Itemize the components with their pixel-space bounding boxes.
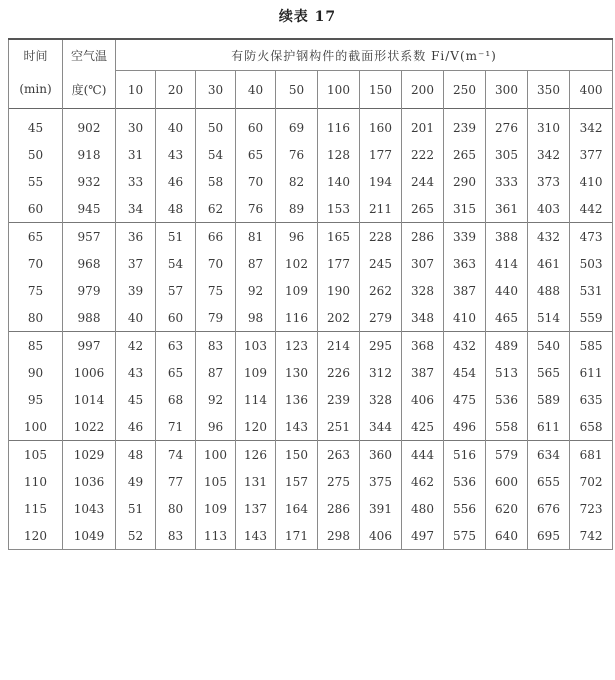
value-cell: 83 xyxy=(196,332,236,360)
value-cell: 723 xyxy=(570,495,613,522)
value-cell: 31 xyxy=(116,141,156,168)
column-header: 100 xyxy=(318,71,360,109)
value-cell: 100 xyxy=(196,441,236,469)
value-cell: 190 xyxy=(318,277,360,304)
value-cell: 46 xyxy=(156,168,196,195)
value-cell: 30 xyxy=(116,109,156,142)
value-cell: 34 xyxy=(116,195,156,223)
value-cell: 36 xyxy=(116,223,156,251)
time-cell: 100 xyxy=(9,413,63,441)
column-header: 250 xyxy=(444,71,486,109)
air-temp-header-line2: 度(℃) xyxy=(63,71,116,109)
value-cell: 634 xyxy=(528,441,570,469)
table-row xyxy=(9,441,613,469)
value-cell: 360 xyxy=(360,441,402,469)
value-cell: 328 xyxy=(402,277,444,304)
time-cell: 120 xyxy=(9,522,63,550)
value-cell: 48 xyxy=(116,441,156,469)
value-cell: 342 xyxy=(528,141,570,168)
table-row xyxy=(9,304,613,332)
value-cell: 126 xyxy=(236,441,276,469)
value-cell: 251 xyxy=(318,413,360,441)
time-cell: 45 xyxy=(9,109,63,142)
column-header: 30 xyxy=(196,71,236,109)
value-cell: 575 xyxy=(444,522,486,550)
value-cell: 51 xyxy=(116,495,156,522)
value-cell: 226 xyxy=(318,359,360,386)
time-cell: 80 xyxy=(9,304,63,332)
value-cell: 60 xyxy=(156,304,196,332)
value-cell: 239 xyxy=(318,386,360,413)
value-cell: 63 xyxy=(156,332,196,360)
value-cell: 286 xyxy=(318,495,360,522)
value-cell: 342 xyxy=(570,109,613,142)
value-cell: 497 xyxy=(402,522,444,550)
value-cell: 83 xyxy=(156,522,196,550)
section-factor-header: 有防火保护钢构件的截面形状系数 Fi/V(m⁻¹) xyxy=(116,39,613,71)
value-cell: 136 xyxy=(276,386,318,413)
value-cell: 516 xyxy=(444,441,486,469)
value-cell: 410 xyxy=(570,168,613,195)
value-cell: 368 xyxy=(402,332,444,360)
value-cell: 635 xyxy=(570,386,613,413)
value-cell: 57 xyxy=(156,277,196,304)
value-cell: 228 xyxy=(360,223,402,251)
column-header: 10 xyxy=(116,71,156,109)
value-cell: 655 xyxy=(528,468,570,495)
value-cell: 388 xyxy=(486,223,528,251)
value-cell: 222 xyxy=(402,141,444,168)
column-header: 20 xyxy=(156,71,196,109)
value-cell: 202 xyxy=(318,304,360,332)
value-cell: 177 xyxy=(360,141,402,168)
value-cell: 140 xyxy=(318,168,360,195)
value-cell: 60 xyxy=(236,109,276,142)
air-temp-cell: 1029 xyxy=(63,441,116,469)
value-cell: 461 xyxy=(528,250,570,277)
value-cell: 410 xyxy=(444,304,486,332)
value-cell: 377 xyxy=(570,141,613,168)
value-cell: 361 xyxy=(486,195,528,223)
value-cell: 171 xyxy=(276,522,318,550)
value-cell: 165 xyxy=(318,223,360,251)
value-cell: 214 xyxy=(318,332,360,360)
time-header-line1: 时间 xyxy=(9,39,63,71)
table-row xyxy=(9,109,613,142)
value-cell: 263 xyxy=(318,441,360,469)
value-cell: 81 xyxy=(236,223,276,251)
air-temp-cell: 945 xyxy=(63,195,116,223)
value-cell: 265 xyxy=(402,195,444,223)
time-cell: 65 xyxy=(9,223,63,251)
value-cell: 116 xyxy=(276,304,318,332)
value-cell: 262 xyxy=(360,277,402,304)
data-table xyxy=(8,38,613,550)
value-cell: 116 xyxy=(318,109,360,142)
value-cell: 742 xyxy=(570,522,613,550)
value-cell: 68 xyxy=(156,386,196,413)
value-cell: 658 xyxy=(570,413,613,441)
value-cell: 425 xyxy=(402,413,444,441)
value-cell: 58 xyxy=(196,168,236,195)
air-temp-cell: 918 xyxy=(63,141,116,168)
air-temp-cell: 957 xyxy=(63,223,116,251)
value-cell: 37 xyxy=(116,250,156,277)
value-cell: 92 xyxy=(236,277,276,304)
value-cell: 600 xyxy=(486,468,528,495)
value-cell: 695 xyxy=(528,522,570,550)
value-cell: 290 xyxy=(444,168,486,195)
time-cell: 95 xyxy=(9,386,63,413)
time-cell: 105 xyxy=(9,441,63,469)
value-cell: 579 xyxy=(486,441,528,469)
value-cell: 558 xyxy=(486,413,528,441)
value-cell: 75 xyxy=(196,277,236,304)
value-cell: 275 xyxy=(318,468,360,495)
value-cell: 489 xyxy=(486,332,528,360)
value-cell: 611 xyxy=(528,413,570,441)
value-cell: 74 xyxy=(156,441,196,469)
column-header: 400 xyxy=(570,71,613,109)
value-cell: 109 xyxy=(276,277,318,304)
value-cell: 514 xyxy=(528,304,570,332)
table-row xyxy=(9,332,613,360)
time-cell: 50 xyxy=(9,141,63,168)
table-row xyxy=(9,250,613,277)
column-header: 350 xyxy=(528,71,570,109)
value-cell: 54 xyxy=(196,141,236,168)
value-cell: 43 xyxy=(116,359,156,386)
value-cell: 194 xyxy=(360,168,402,195)
value-cell: 454 xyxy=(444,359,486,386)
value-cell: 54 xyxy=(156,250,196,277)
table-row xyxy=(9,386,613,413)
value-cell: 406 xyxy=(360,522,402,550)
time-cell: 90 xyxy=(9,359,63,386)
value-cell: 96 xyxy=(276,223,318,251)
value-cell: 160 xyxy=(360,109,402,142)
table-row xyxy=(9,195,613,223)
value-cell: 157 xyxy=(276,468,318,495)
value-cell: 536 xyxy=(444,468,486,495)
value-cell: 702 xyxy=(570,468,613,495)
value-cell: 80 xyxy=(156,495,196,522)
value-cell: 406 xyxy=(402,386,444,413)
value-cell: 153 xyxy=(318,195,360,223)
value-cell: 333 xyxy=(486,168,528,195)
value-cell: 164 xyxy=(276,495,318,522)
value-cell: 201 xyxy=(402,109,444,142)
value-cell: 143 xyxy=(236,522,276,550)
value-cell: 503 xyxy=(570,250,613,277)
value-cell: 48 xyxy=(156,195,196,223)
value-cell: 444 xyxy=(402,441,444,469)
value-cell: 344 xyxy=(360,413,402,441)
value-cell: 312 xyxy=(360,359,402,386)
value-cell: 348 xyxy=(402,304,444,332)
value-cell: 87 xyxy=(196,359,236,386)
value-cell: 87 xyxy=(236,250,276,277)
value-cell: 103 xyxy=(236,332,276,360)
value-cell: 71 xyxy=(156,413,196,441)
value-cell: 279 xyxy=(360,304,402,332)
value-cell: 244 xyxy=(402,168,444,195)
value-cell: 113 xyxy=(196,522,236,550)
value-cell: 681 xyxy=(570,441,613,469)
value-cell: 442 xyxy=(570,195,613,223)
air-temp-cell: 1036 xyxy=(63,468,116,495)
value-cell: 114 xyxy=(236,386,276,413)
time-cell: 85 xyxy=(9,332,63,360)
value-cell: 536 xyxy=(486,386,528,413)
value-cell: 473 xyxy=(570,223,613,251)
value-cell: 414 xyxy=(486,250,528,277)
value-cell: 92 xyxy=(196,386,236,413)
value-cell: 565 xyxy=(528,359,570,386)
table-row xyxy=(9,495,613,522)
value-cell: 315 xyxy=(444,195,486,223)
value-cell: 76 xyxy=(276,141,318,168)
value-cell: 42 xyxy=(116,332,156,360)
time-cell: 55 xyxy=(9,168,63,195)
value-cell: 109 xyxy=(196,495,236,522)
value-cell: 328 xyxy=(360,386,402,413)
value-cell: 130 xyxy=(276,359,318,386)
value-cell: 295 xyxy=(360,332,402,360)
value-cell: 82 xyxy=(276,168,318,195)
air-temp-cell: 968 xyxy=(63,250,116,277)
table-row xyxy=(9,468,613,495)
value-cell: 611 xyxy=(570,359,613,386)
air-temp-cell: 932 xyxy=(63,168,116,195)
value-cell: 307 xyxy=(402,250,444,277)
value-cell: 51 xyxy=(156,223,196,251)
value-cell: 52 xyxy=(116,522,156,550)
value-cell: 620 xyxy=(486,495,528,522)
value-cell: 513 xyxy=(486,359,528,386)
value-cell: 79 xyxy=(196,304,236,332)
value-cell: 89 xyxy=(276,195,318,223)
value-cell: 77 xyxy=(156,468,196,495)
value-cell: 276 xyxy=(486,109,528,142)
value-cell: 96 xyxy=(196,413,236,441)
column-header: 50 xyxy=(276,71,318,109)
value-cell: 62 xyxy=(196,195,236,223)
air-temp-cell: 1022 xyxy=(63,413,116,441)
value-cell: 432 xyxy=(528,223,570,251)
value-cell: 150 xyxy=(276,441,318,469)
value-cell: 239 xyxy=(444,109,486,142)
value-cell: 375 xyxy=(360,468,402,495)
value-cell: 298 xyxy=(318,522,360,550)
value-cell: 49 xyxy=(116,468,156,495)
value-cell: 403 xyxy=(528,195,570,223)
air-temp-header-line1: 空气温 xyxy=(63,39,116,71)
value-cell: 488 xyxy=(528,277,570,304)
value-cell: 65 xyxy=(236,141,276,168)
column-header: 300 xyxy=(486,71,528,109)
air-temp-cell: 902 xyxy=(63,109,116,142)
value-cell: 559 xyxy=(570,304,613,332)
table-row xyxy=(9,223,613,251)
table-row xyxy=(9,277,613,304)
value-cell: 40 xyxy=(116,304,156,332)
value-cell: 43 xyxy=(156,141,196,168)
table-body xyxy=(9,109,613,550)
table-row xyxy=(9,359,613,386)
value-cell: 676 xyxy=(528,495,570,522)
air-temp-cell: 1014 xyxy=(63,386,116,413)
value-cell: 177 xyxy=(318,250,360,277)
value-cell: 363 xyxy=(444,250,486,277)
value-cell: 387 xyxy=(402,359,444,386)
value-cell: 131 xyxy=(236,468,276,495)
value-cell: 123 xyxy=(276,332,318,360)
table-row xyxy=(9,522,613,550)
value-cell: 98 xyxy=(236,304,276,332)
value-cell: 137 xyxy=(236,495,276,522)
column-header: 150 xyxy=(360,71,402,109)
value-cell: 45 xyxy=(116,386,156,413)
table-caption: 续表 17 xyxy=(278,9,337,25)
value-cell: 128 xyxy=(318,141,360,168)
value-cell: 465 xyxy=(486,304,528,332)
value-cell: 70 xyxy=(196,250,236,277)
table-row xyxy=(9,168,613,195)
value-cell: 589 xyxy=(528,386,570,413)
air-temp-cell: 997 xyxy=(63,332,116,360)
air-temp-cell: 979 xyxy=(63,277,116,304)
column-header: 200 xyxy=(402,71,444,109)
value-cell: 211 xyxy=(360,195,402,223)
value-cell: 556 xyxy=(444,495,486,522)
time-cell: 75 xyxy=(9,277,63,304)
air-temp-cell: 988 xyxy=(63,304,116,332)
value-cell: 475 xyxy=(444,386,486,413)
value-cell: 440 xyxy=(486,277,528,304)
value-cell: 46 xyxy=(116,413,156,441)
value-cell: 102 xyxy=(276,250,318,277)
value-cell: 462 xyxy=(402,468,444,495)
value-cell: 245 xyxy=(360,250,402,277)
value-cell: 66 xyxy=(196,223,236,251)
value-cell: 40 xyxy=(156,109,196,142)
table-row xyxy=(9,413,613,441)
value-cell: 65 xyxy=(156,359,196,386)
time-cell: 115 xyxy=(9,495,63,522)
value-cell: 531 xyxy=(570,277,613,304)
value-cell: 339 xyxy=(444,223,486,251)
air-temp-cell: 1049 xyxy=(63,522,116,550)
value-cell: 105 xyxy=(196,468,236,495)
value-cell: 143 xyxy=(276,413,318,441)
value-cell: 540 xyxy=(528,332,570,360)
value-cell: 310 xyxy=(528,109,570,142)
time-cell: 60 xyxy=(9,195,63,223)
value-cell: 33 xyxy=(116,168,156,195)
value-cell: 70 xyxy=(236,168,276,195)
value-cell: 391 xyxy=(360,495,402,522)
time-header-line2: (min) xyxy=(9,71,63,109)
value-cell: 585 xyxy=(570,332,613,360)
value-cell: 265 xyxy=(444,141,486,168)
column-header: 40 xyxy=(236,71,276,109)
air-temp-cell: 1006 xyxy=(63,359,116,386)
value-cell: 69 xyxy=(276,109,318,142)
value-cell: 373 xyxy=(528,168,570,195)
value-cell: 305 xyxy=(486,141,528,168)
value-cell: 387 xyxy=(444,277,486,304)
value-cell: 432 xyxy=(444,332,486,360)
value-cell: 496 xyxy=(444,413,486,441)
value-cell: 39 xyxy=(116,277,156,304)
time-cell: 110 xyxy=(9,468,63,495)
table-row xyxy=(9,141,613,168)
value-cell: 286 xyxy=(402,223,444,251)
value-cell: 120 xyxy=(236,413,276,441)
value-cell: 50 xyxy=(196,109,236,142)
value-cell: 480 xyxy=(402,495,444,522)
air-temp-cell: 1043 xyxy=(63,495,116,522)
value-cell: 76 xyxy=(236,195,276,223)
time-cell: 70 xyxy=(9,250,63,277)
value-cell: 640 xyxy=(486,522,528,550)
value-cell: 109 xyxy=(236,359,276,386)
